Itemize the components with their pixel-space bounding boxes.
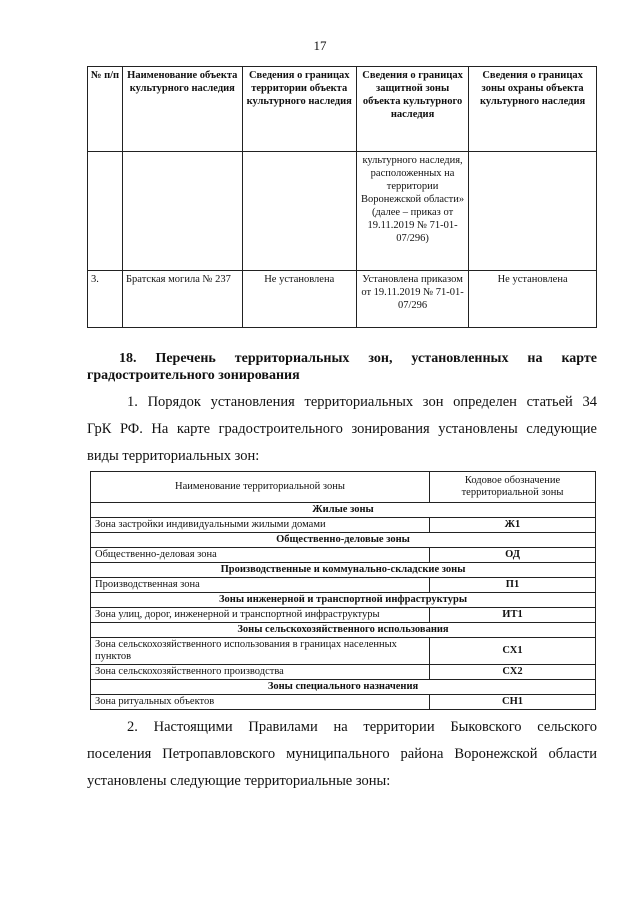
table-row — [91, 578, 596, 593]
header-protection-zone-borders: Сведения о границах зоны охраны объекта культурного наследия — [469, 67, 597, 152]
paragraph-line: ГрК РФ. На карте градостроительного зонирования установлены следующие — [87, 421, 597, 437]
heritage-objects-table — [87, 66, 597, 328]
table-row — [91, 518, 596, 533]
table-header-row — [88, 67, 597, 152]
zone-category: Зоны инженерной и транспортной инфраструктуры — [91, 593, 596, 608]
zone-category: Жилые зоны — [91, 503, 596, 518]
table-cell — [469, 152, 597, 271]
zone-name: Зона застройки индивидуальными жилыми домами — [91, 518, 430, 533]
header-territory-borders: Сведения о границах территории объекта культурного наследия — [242, 67, 356, 152]
zone-category: Общественно-деловые зоны — [91, 533, 596, 548]
protective-zone-status: Установлена приказом от 19.11.2019 № 71-01-07/296 — [356, 271, 468, 328]
zone-code: ОД — [430, 548, 596, 563]
zone-name: Зона ритуальных объектов — [91, 695, 430, 710]
zone-code: СХ1 — [430, 638, 596, 665]
territorial-zones-table — [90, 471, 596, 710]
zone-name: Зона сельскохозяйственного производства — [91, 665, 430, 680]
header-number: № п/п — [88, 67, 123, 152]
zone-category-row — [91, 593, 596, 608]
table-row — [91, 665, 596, 680]
header-zone-name: Наименование территориальной зоны — [91, 472, 430, 503]
page-number: 17 — [313, 38, 327, 53]
zone-name: Производственная зона — [91, 578, 430, 593]
protection-zone-status: Не установлена — [469, 271, 597, 328]
paragraph-line: 1. Порядок установления территориальных зон определен статьей 34 — [127, 394, 597, 410]
territory-status: Не установлена — [242, 271, 356, 328]
row-number: 3. — [88, 271, 123, 328]
zone-category-row — [91, 623, 596, 638]
table-cell — [123, 152, 243, 271]
zone-category-row — [91, 533, 596, 548]
table-row — [88, 271, 597, 328]
table-row — [88, 152, 597, 271]
table-row — [91, 548, 596, 563]
table-row — [91, 638, 596, 665]
zone-category-row — [91, 563, 596, 578]
zone-category: Зоны специального назначения — [91, 680, 596, 695]
table-cell — [88, 152, 123, 271]
paragraph-line: установлены следующие территориальные зоны: — [87, 773, 391, 789]
zone-code: ИТ1 — [430, 608, 596, 623]
paragraph-line: поселения Петропавловского муниципального района Воронежской области — [87, 746, 597, 762]
table-row — [91, 695, 596, 710]
zone-code: Ж1 — [430, 518, 596, 533]
zone-name: Зона улиц, дорог, инженерной и транспортной инфраструктуры — [91, 608, 430, 623]
paragraph-2 — [87, 714, 597, 795]
header-zone-code: Кодовое обозначение территориальной зоны — [430, 472, 596, 503]
zone-code: СН1 — [430, 695, 596, 710]
zone-category: Производственные и коммунально-складские зоны — [91, 563, 596, 578]
section-title-line: градостроительного зонирования — [87, 368, 300, 383]
zone-code: П1 — [430, 578, 596, 593]
table-cell — [242, 152, 356, 271]
zone-category: Зоны сельскохозяйственного использования — [91, 623, 596, 638]
header-object-name: Наименование объекта культурного наследия — [123, 67, 243, 152]
section-title-line: 18. Перечень территориальных зон, установленных на карте — [119, 351, 597, 366]
zone-category-row — [91, 680, 596, 695]
zone-name: Общественно-деловая зона — [91, 548, 430, 563]
zone-category-row — [91, 503, 596, 518]
zone-name: Зона сельскохозяйственного использования в границах населенных пунктов — [91, 638, 430, 665]
table-header-row — [91, 472, 596, 503]
paragraph-line: 2. Настоящими Правилами на территории Быковского сельского — [127, 719, 597, 735]
zone-code: СХ2 — [430, 665, 596, 680]
continuation-cell: культурного наследия, расположенных на территории Воронежской области» (далее – приказ от 19.11.2019 № 71-01-07/296) — [356, 152, 468, 271]
header-protective-zone-borders: Сведения о границах защитной зоны объекта культурного наследия — [356, 67, 468, 152]
table-row — [91, 608, 596, 623]
object-name: Братская могила № 237 — [123, 271, 243, 328]
paragraph-line: виды территориальных зон: — [87, 448, 260, 464]
section-title — [87, 350, 597, 384]
paragraph-1 — [87, 389, 597, 470]
